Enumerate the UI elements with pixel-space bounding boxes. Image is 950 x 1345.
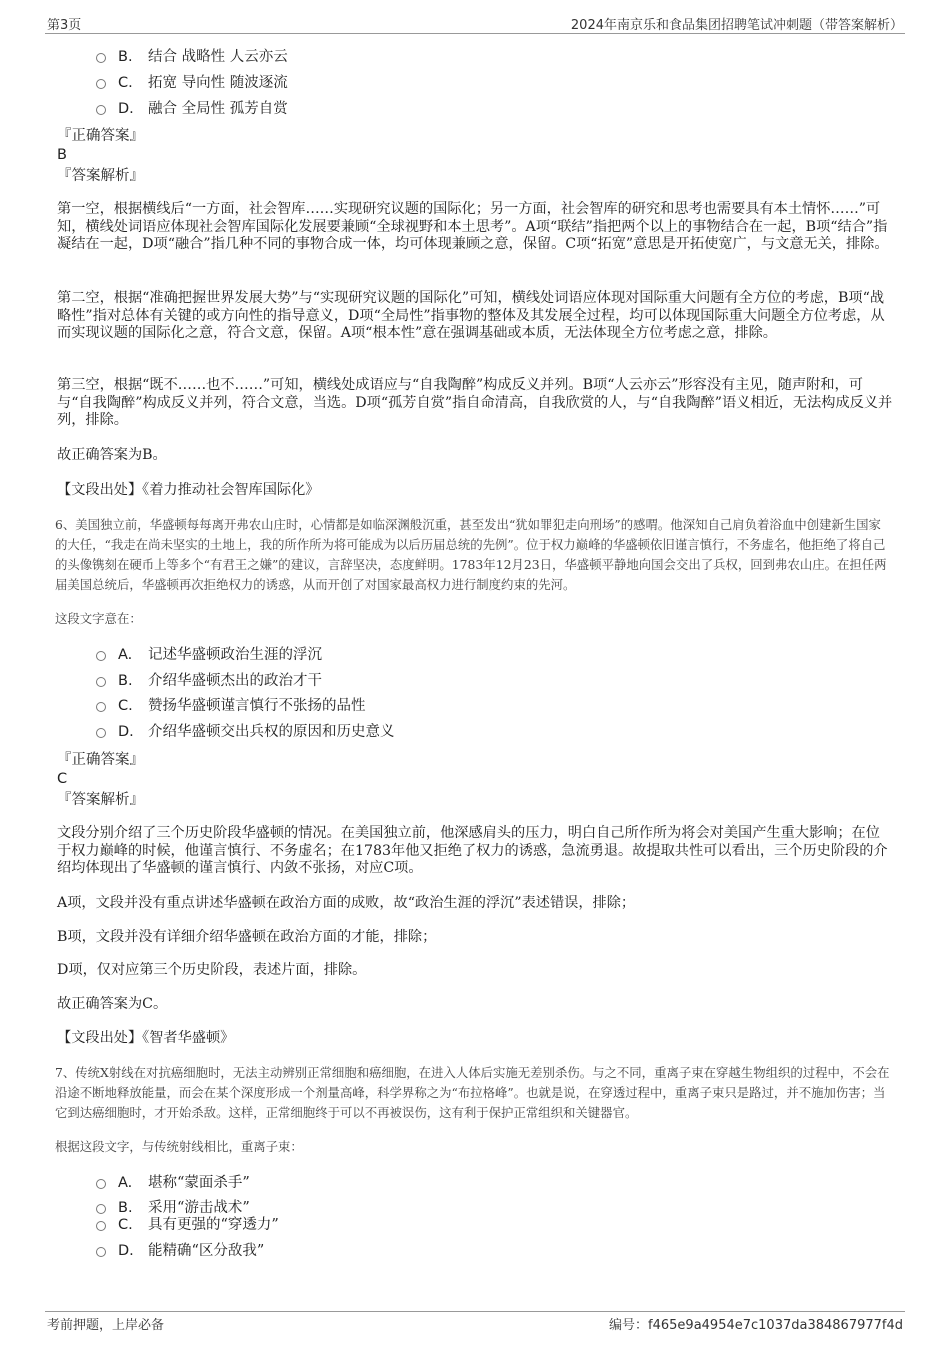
q6-option-d[interactable]: D. 介绍华盛顿交出兵权的原因和历史意义 bbox=[96, 723, 395, 741]
q5-option-c[interactable]: C. 拓宽 导向性 随波逐流 bbox=[96, 74, 288, 92]
radio-icon[interactable] bbox=[96, 1204, 106, 1214]
q7-option-b[interactable]: B. 采用“游击战术” bbox=[96, 1199, 250, 1217]
radio-icon[interactable] bbox=[96, 105, 106, 115]
radio-icon[interactable] bbox=[96, 651, 106, 661]
q6-analysis-label: 『答案解析』 bbox=[57, 792, 144, 808]
radio-icon[interactable] bbox=[96, 79, 106, 89]
q6-answer: C bbox=[57, 771, 68, 787]
q7-prompt: 根据这段文字，与传统射线相比，重离子束： bbox=[55, 1139, 303, 1154]
radio-icon[interactable] bbox=[96, 728, 106, 738]
radio-icon[interactable] bbox=[96, 1179, 106, 1189]
q6-option-c[interactable]: C. 赞扬华盛顿谨言慎行不张扬的品性 bbox=[96, 697, 366, 715]
footer-code-label: 编号： bbox=[609, 1318, 649, 1333]
footer-code bbox=[609, 1314, 903, 1333]
q6-analysis-para-1: 文段分别介绍了三个历史阶段华盛顿的情况。在美国独立前，他深感肩头的压力，明白自己所作所为将会对美国产生重大影响；在位于权力巅峰的时候，他谨言慎行、不务虚名；在1783年他又拒绝了权力的诱惑，急流勇退。故提取共性可以看出，三个历史阶段的介绍均体现出了华盛顿的谨言慎行、内敛不张扬，对应C项。 bbox=[57, 825, 888, 876]
q6-analysis-para-3: B项，文段并没有详细介绍华盛顿在政治方面的才能，排除； bbox=[57, 929, 437, 945]
q5-answer: B bbox=[57, 147, 67, 163]
q6-source: 【文段出处】《智者华盛顿》 bbox=[57, 1030, 235, 1046]
q6-answer-label: 『正确答案』 bbox=[57, 752, 144, 768]
q7-option-a[interactable]: A. 堪称“蒙面杀手” bbox=[96, 1174, 250, 1192]
page-number: 第3页 bbox=[47, 18, 82, 33]
q7-option-d[interactable]: D. 能精确“区分敌我” bbox=[96, 1242, 264, 1260]
q6-question: 6、美国独立前，华盛顿每每离开弗农山庄时，心情都是如临深渊般沉重，甚至发出“犹如罪犯走向刑场”的感喟。他深知自己肩负着浴血中创建新生国家的大任，“我走在尚未坚实的土地上，我的所作所为将可能成为以后历届总统的先例”。位于权力巅峰的华盛顿依旧谨言慎行，不务虚名，他拒绝了将自己的头像镌刻在硬币上等多个“有君王之嫌”的建议，言辞坚决，态度鲜明。1783年12月23日，华盛顿平静地向国会交出了兵权，回到弗农山庄。在担任两届美国总统后，华盛顿再次拒绝权力的诱惑，从而开创了对国家最高权力进行制度约束的先河。 bbox=[55, 517, 887, 592]
q7-option-c[interactable]: C. 具有更强的“穿透力” bbox=[96, 1216, 279, 1234]
q5-analysis-para-1: 第一空，根据横线后“一方面，社会智库……实现研究议题的国际化；另一方面，社会智库的研究和思考也需要具有本土情怀……”可知，横线处词语应体现社会智库国际化发展要兼顾“全球视野和本土思考”。A项“联结”指把两个以上的事物结合在一起，B项“结合”指凝结在一起，D项“融合”指几种不同的事物合成一体，均可体现兼顾之意，保留。C项“拓宽”意思是开拓使宽广，与文意无关，排除。 bbox=[57, 201, 889, 252]
q5-option-b[interactable]: B. 结合 战略性 人云亦云 bbox=[96, 48, 288, 66]
radio-icon[interactable] bbox=[96, 702, 106, 712]
document-title: 2024年南京乐和食品集团招聘笔试冲刺题（带答案解析） bbox=[570, 18, 903, 33]
q5-source: 【文段出处】《着力推动社会智库国际化》 bbox=[57, 482, 320, 498]
header-divider bbox=[45, 33, 905, 34]
q5-conclusion: 故正确答案为B。 bbox=[57, 447, 167, 463]
footer-code-value: f465e9a4954e7c1037da384867977f4d bbox=[648, 1318, 903, 1333]
q5-analysis-para-3: 第三空，根据“既不……也不……”可知，横线处成语应与“自我陶醉”构成反义并列。B项“人云亦云”形容没有主见，随声附和，可与“自我陶醉”构成反义并列，符合文意，当选。D项“孤芳自赏”指自命清高，自我欣赏的人，与“自我陶醉”语义相近，无法构成反义并列，排除。 bbox=[57, 377, 893, 428]
q5-analysis-label: 『答案解析』 bbox=[57, 168, 144, 184]
footer-slogan: 考前押题，上岸必备 bbox=[47, 1318, 165, 1333]
q6-conclusion: 故正确答案为C。 bbox=[57, 996, 168, 1012]
q5-analysis-para-2: 第二空，根据“准确把握世界发展大势”与“实现研究议题的国际化”可知，横线处词语应体现对国际重大问题有全方位的考虑，B项“战略性”指对总体有关键的或方向性的指导意义，D项“全局性”指事物的整体及其发展全过程，均可以体现国际重大问题全方位考虑，从而实现议题的国际化之意，符合文意，保留。A项“根本性”意在强调基础或本质，无法体现全方位考虑之意，排除。 bbox=[57, 290, 885, 341]
q6-analysis-para-4: D项，仅对应第三个历史阶段，表述片面，排除。 bbox=[57, 962, 367, 978]
radio-icon[interactable] bbox=[96, 1221, 106, 1231]
radio-icon[interactable] bbox=[96, 53, 106, 63]
footer-divider bbox=[45, 1311, 905, 1312]
radio-icon[interactable] bbox=[96, 1247, 106, 1257]
q7-question: 7、传统X射线在对抗癌细胞时，无法主动辨别正常细胞和癌细胞，在进入人体后实施无差别杀伤。与之不同，重离子束在穿越生物组织的过程中，不会在沿途不断地释放能量，而会在某个深度形成一个剂量高峰，科学界称之为“布拉格峰”。也就是说，在穿透过程中，重离子束只是路过，并不施加伤害；当它到达癌细胞时，才开始杀敌。这样，正常细胞终于可以不再被误伤，这有利于保护正常组织和关键器官。 bbox=[55, 1065, 890, 1120]
q6-option-b[interactable]: B. 介绍华盛顿杰出的政治才干 bbox=[96, 672, 322, 690]
radio-icon[interactable] bbox=[96, 677, 106, 687]
q5-option-d[interactable]: D. 融合 全局性 孤芳自赏 bbox=[96, 100, 288, 118]
q6-analysis-para-2: A项，文段并没有重点讲述华盛顿在政治方面的成败，故“政治生涯的浮沉”表述错误，排除； bbox=[57, 895, 636, 911]
q6-option-a[interactable]: A. 记述华盛顿政治生涯的浮沉 bbox=[96, 646, 322, 664]
q6-prompt: 这段文字意在： bbox=[55, 611, 142, 626]
q5-answer-label: 『正确答案』 bbox=[57, 128, 144, 144]
